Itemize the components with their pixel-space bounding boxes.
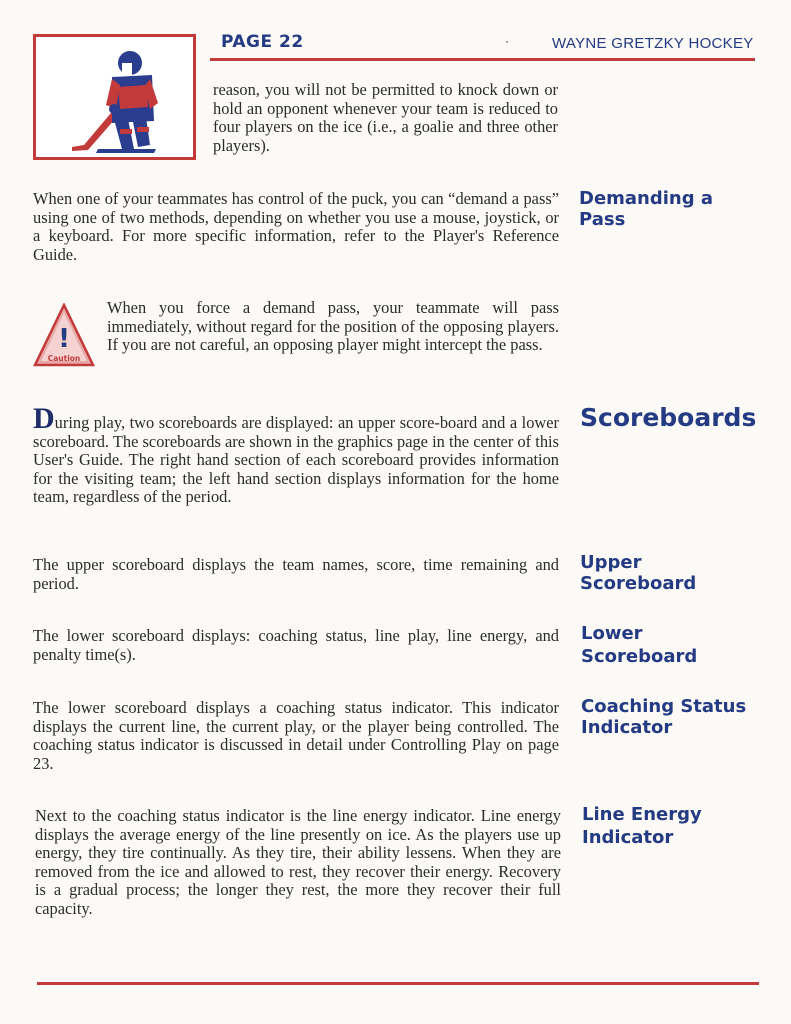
- line-energy-paragraph: Next to the coaching status indicator is the line energy indicator. Line energy displays the average energy of the line presently on ice. As the players use up energy, they tire continually. As they tire, their ability lessens. When they are removed from the ice and allowed to rest, they recover their energy. Recovery is a gradual process; the longer they rest, the more they recover their full capacity.: [35, 806, 561, 918]
- upper-scoreboard-paragraph: The upper scoreboard displays the team names, score, time remaining and period.: [33, 555, 559, 593]
- footer-rule: [37, 982, 759, 985]
- caution-label: Caution: [47, 354, 81, 363]
- coaching-paragraph: The lower scoreboard displays a coaching status indicator. This indicator displays the current line, the current play, or the player being controlled. The coaching status indicator is discussed in detail under Controlling Play on page 23.: [33, 698, 559, 773]
- scoreboards-text: uring play, two scoreboards are displayed: an upper score-board and a lower scoreboard. The scoreboards are shown in the graphics page in the center of this User's Guide. The right hand section of each scoreboard provides information for the visiting team; the left hand section displays information for the home team, regardless of the period.: [33, 413, 559, 507]
- page-number: PAGE 22: [221, 32, 304, 52]
- scoreboards-paragraph: [33, 402, 559, 507]
- drop-cap: D: [33, 402, 55, 435]
- coaching-heading: Coaching Status Indicator: [581, 696, 747, 738]
- header-separator: ·: [505, 34, 509, 48]
- intro-paragraph: reason, you will not be permitted to knock down or hold an opponent whenever your team is reduced to four players on the ice (i.e., a goalie and three other players).: [213, 80, 558, 155]
- game-title: WAYNE GRETZKY HOCKEY: [552, 35, 754, 52]
- demanding-pass-paragraph: When one of your teammates has control of the puck, you can “demand a pass” using one of two methods, depending on whether you use a mouse, joystick, or a keyboard. For more specific information, refer to the Player's Reference Guide.: [33, 189, 559, 264]
- demanding-pass-heading: Demanding a Pass: [579, 188, 714, 230]
- header-rule: [210, 58, 755, 61]
- hockey-player-logo: [33, 34, 196, 160]
- upper-scoreboard-heading: Upper Scoreboard: [580, 552, 697, 594]
- caution-icon: [33, 303, 95, 367]
- lower-scoreboard-heading: Lower Scoreboard: [581, 623, 698, 667]
- scoreboards-heading: Scoreboards: [580, 403, 757, 432]
- caution-mark: !: [58, 324, 70, 354]
- line-energy-heading: Line Energy Indicator: [582, 804, 702, 848]
- caution-paragraph: When you force a demand pass, your teammate will pass immediately, without regard for the position of the opposing players. If you are not careful, an opposing player might intercept the pass.: [107, 298, 559, 355]
- lower-scoreboard-paragraph: The lower scoreboard displays: coaching status, line play, line energy, and penalty time(s).: [33, 626, 559, 664]
- hockey-player-icon: [36, 37, 193, 157]
